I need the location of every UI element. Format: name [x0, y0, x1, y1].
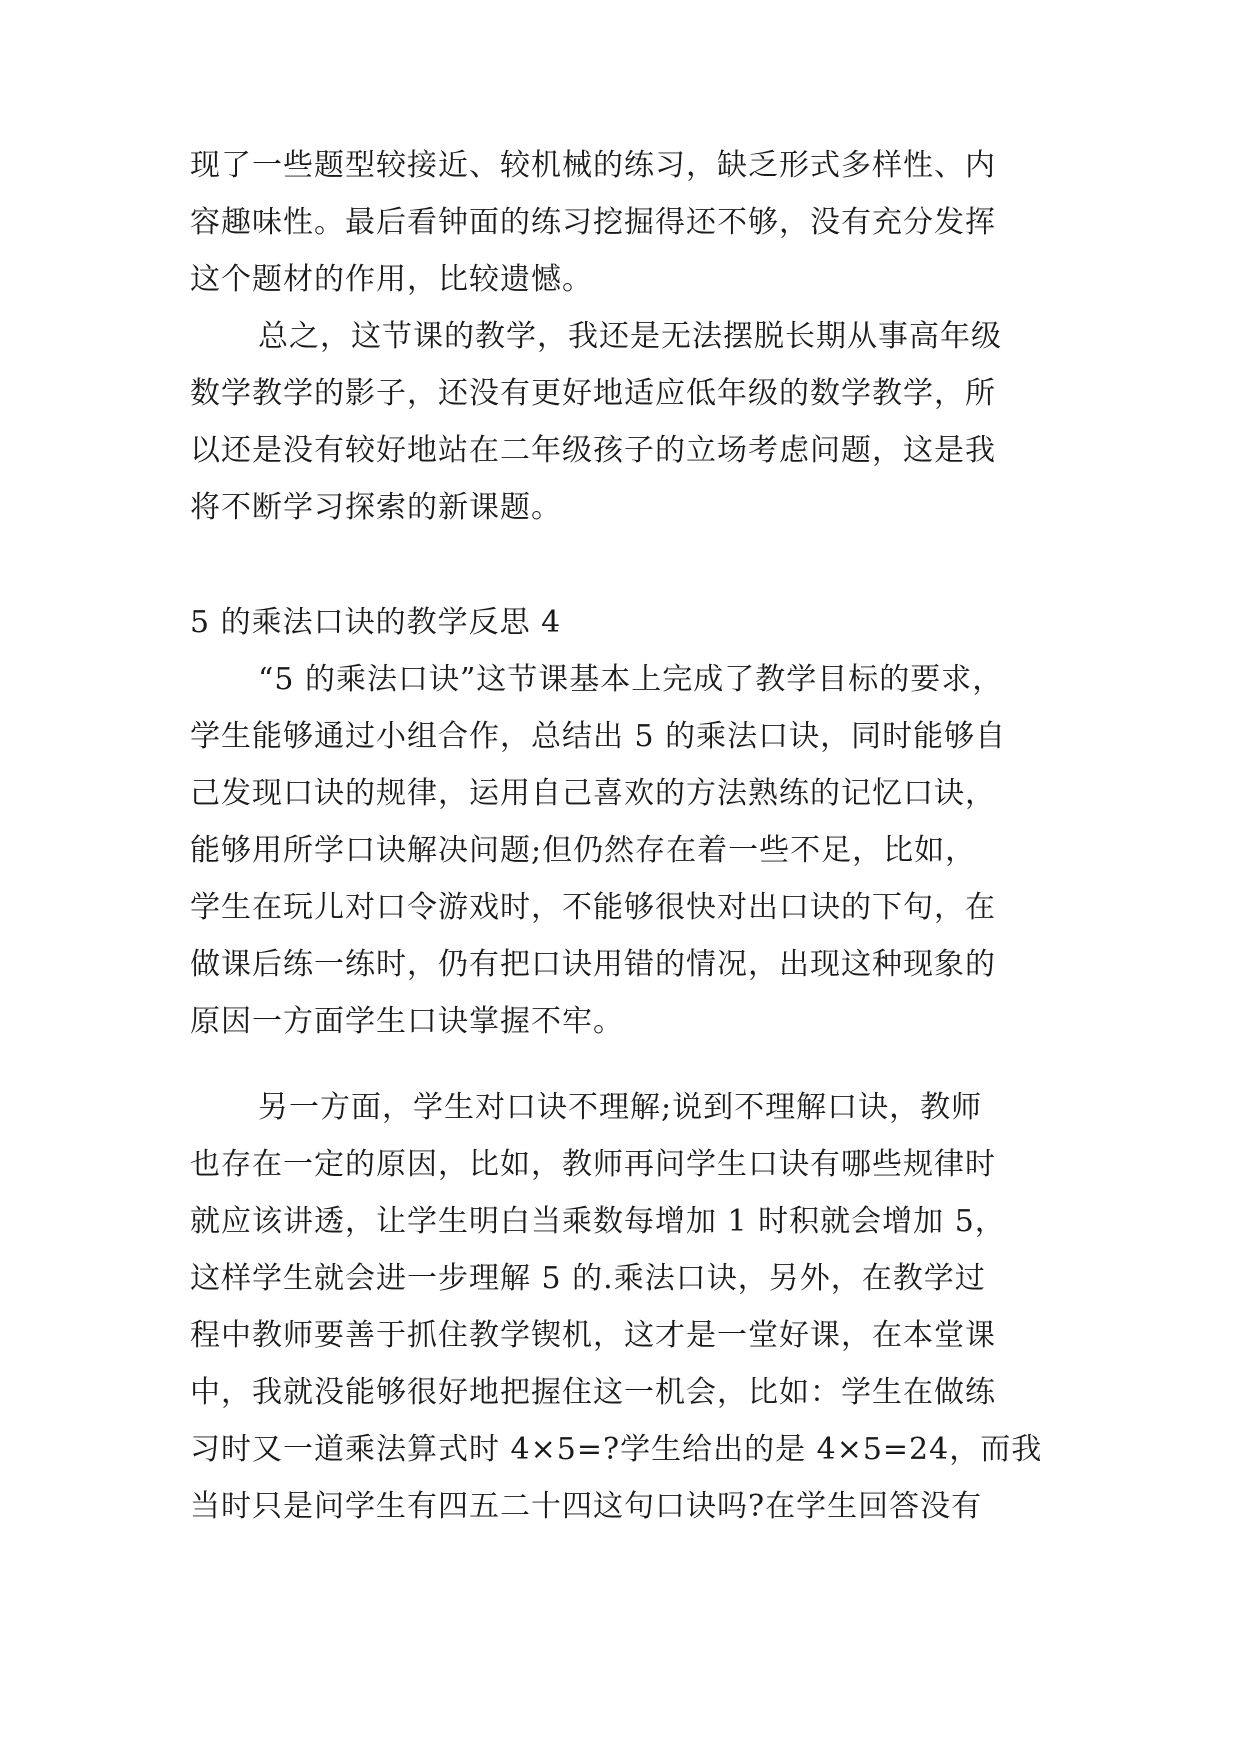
paragraph-line: 数学教学的影子，还没有更好地适应低年级的数学教学，所: [190, 376, 996, 411]
paragraph-line: 己发现口诀的规律，运用自己喜欢的方法熟练的记忆口诀，: [190, 776, 996, 811]
paragraph-line: 就应该讲透，让学生明白当乘数每增加 1 时积就会增加 5，: [190, 1204, 1006, 1239]
paragraph-line: 原因一方面学生口诀掌握不牢。: [190, 1004, 624, 1039]
paragraph-line: 当时只是问学生有四五二十四这句口诀吗?在学生回答没有: [190, 1489, 983, 1524]
paragraph-line: 程中教师要善于抓住教学锲机，这才是一堂好课，在本堂课: [190, 1318, 996, 1353]
paragraph-line: 容趣味性。最后看钟面的练习挖掘得还不够，没有充分发挥: [190, 205, 996, 240]
paragraph-line: 学生能够通过小组合作，总结出 5 的乘法口诀，同时能够自: [190, 719, 1007, 754]
paragraph-line: 另一方面，学生对口诀不理解;说到不理解口诀，教师: [258, 1090, 983, 1125]
paragraph-line: “5 的乘法口诀”这节课基本上完成了教学目标的要求，: [258, 662, 1004, 697]
paragraph-line: 这个题材的作用，比较遗憾。: [190, 262, 593, 297]
paragraph-line: 现了一些题型较接近、较机械的练习，缺乏形式多样性、内: [190, 148, 996, 183]
paragraph-line: 做课后练一练时，仍有把口诀用错的情况，出现这种现象的: [190, 947, 996, 982]
section-title: 5 的乘法口诀的教学反思 4: [190, 605, 562, 640]
paragraph-line: 能够用所学口诀解决问题;但仍然存在着一些不足，比如，: [190, 833, 977, 868]
paragraph-line: 总之，这节课的教学，我还是无法摆脱长期从事高年级: [258, 319, 1002, 354]
paragraph-line: 将不断学习探索的新课题。: [190, 490, 562, 525]
paragraph-line: 也存在一定的原因，比如，教师再问学生口诀有哪些规律时: [190, 1147, 996, 1182]
paragraph-line: 学生在玩儿对口令游戏时，不能够很快对出口诀的下句，在: [190, 890, 996, 925]
paragraph-line: 习时又一道乘法算式时 4×5=?学生给出的是 4×5=24，而我: [190, 1432, 1043, 1467]
paragraph-line: 中，我就没能够很好地把握住这一机会，比如：学生在做练: [190, 1375, 996, 1410]
paragraph-line: 以还是没有较好地站在二年级孩子的立场考虑问题，这是我: [190, 433, 996, 468]
paragraph-line: 这样学生就会进一步理解 5 的.乘法口诀，另外，在教学过: [190, 1261, 986, 1296]
